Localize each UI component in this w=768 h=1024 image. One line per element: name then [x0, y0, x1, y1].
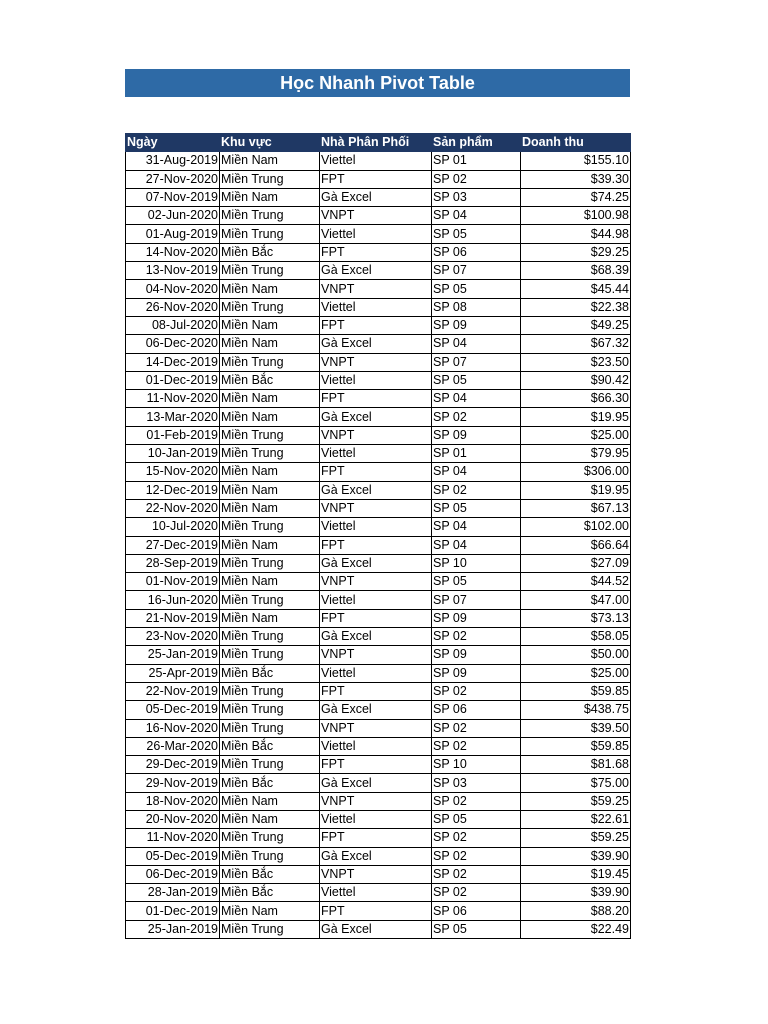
- cell-region[interactable]: Miền Trung: [220, 682, 320, 700]
- cell-date[interactable]: 16-Nov-2020: [126, 719, 220, 737]
- cell-revenue[interactable]: $23.50: [521, 353, 631, 371]
- cell-date[interactable]: 22-Nov-2020: [126, 499, 220, 517]
- cell-product[interactable]: SP 09: [432, 664, 521, 682]
- cell-product[interactable]: SP 07: [432, 262, 521, 280]
- cell-product[interactable]: SP 05: [432, 499, 521, 517]
- cell-product[interactable]: SP 04: [432, 518, 521, 536]
- cell-date[interactable]: 14-Nov-2020: [126, 243, 220, 261]
- cell-distributor[interactable]: FPT: [320, 536, 432, 554]
- cell-revenue[interactable]: $22.49: [521, 920, 631, 938]
- cell-date[interactable]: 21-Nov-2019: [126, 609, 220, 627]
- cell-product[interactable]: SP 06: [432, 902, 521, 920]
- cell-revenue[interactable]: $29.25: [521, 243, 631, 261]
- table-row: [126, 353, 631, 371]
- cell-region[interactable]: Miền Trung: [220, 829, 320, 847]
- cell-revenue[interactable]: $25.00: [521, 426, 631, 444]
- cell-date[interactable]: 05-Dec-2019: [126, 847, 220, 865]
- cell-region[interactable]: Miền Trung: [220, 298, 320, 316]
- cell-revenue[interactable]: $45.44: [521, 280, 631, 298]
- cell-region[interactable]: Miền Bắc: [220, 884, 320, 902]
- cell-region[interactable]: Miền Nam: [220, 573, 320, 591]
- cell-product[interactable]: SP 10: [432, 756, 521, 774]
- cell-distributor[interactable]: Gà Excel: [320, 847, 432, 865]
- cell-distributor[interactable]: FPT: [320, 390, 432, 408]
- cell-date[interactable]: 26-Mar-2020: [126, 737, 220, 755]
- cell-revenue[interactable]: $49.25: [521, 316, 631, 334]
- cell-revenue[interactable]: $100.98: [521, 207, 631, 225]
- cell-product[interactable]: SP 10: [432, 554, 521, 572]
- cell-product[interactable]: SP 02: [432, 481, 521, 499]
- cell-product[interactable]: SP 05: [432, 280, 521, 298]
- cell-revenue[interactable]: $73.13: [521, 609, 631, 627]
- cell-date[interactable]: 02-Jun-2020: [126, 207, 220, 225]
- cell-revenue[interactable]: $59.85: [521, 737, 631, 755]
- cell-revenue[interactable]: $74.25: [521, 188, 631, 206]
- cell-revenue[interactable]: $79.95: [521, 445, 631, 463]
- cell-revenue[interactable]: $102.00: [521, 518, 631, 536]
- cell-region[interactable]: Miền Nam: [220, 902, 320, 920]
- table-row: [126, 481, 631, 499]
- cell-region[interactable]: Miền Nam: [220, 609, 320, 627]
- cell-region[interactable]: Miền Trung: [220, 426, 320, 444]
- cell-region[interactable]: Miền Trung: [220, 170, 320, 188]
- cell-date[interactable]: 11-Nov-2020: [126, 829, 220, 847]
- cell-date[interactable]: 12-Dec-2019: [126, 481, 220, 499]
- table-row: [126, 664, 631, 682]
- cell-product[interactable]: SP 06: [432, 701, 521, 719]
- table-row: [126, 298, 631, 316]
- cell-region[interactable]: Miền Nam: [220, 408, 320, 426]
- cell-region[interactable]: Miền Nam: [220, 188, 320, 206]
- table-body: [126, 152, 631, 939]
- table-row: [126, 243, 631, 261]
- cell-region[interactable]: Miền Nam: [220, 810, 320, 828]
- cell-region[interactable]: Miền Trung: [220, 353, 320, 371]
- table-row: [126, 445, 631, 463]
- cell-date[interactable]: 16-Jun-2020: [126, 591, 220, 609]
- cell-revenue[interactable]: $44.98: [521, 225, 631, 243]
- cell-distributor[interactable]: FPT: [320, 756, 432, 774]
- cell-revenue[interactable]: $39.90: [521, 847, 631, 865]
- cell-region[interactable]: Miền Nam: [220, 316, 320, 334]
- table-row: [126, 682, 631, 700]
- cell-product[interactable]: SP 02: [432, 847, 521, 865]
- cell-distributor[interactable]: Gà Excel: [320, 774, 432, 792]
- cell-distributor[interactable]: VNPT: [320, 646, 432, 664]
- cell-region[interactable]: Miền Nam: [220, 481, 320, 499]
- cell-product[interactable]: SP 07: [432, 591, 521, 609]
- cell-distributor[interactable]: Viettel: [320, 152, 432, 170]
- cell-product[interactable]: SP 01: [432, 445, 521, 463]
- cell-product[interactable]: SP 02: [432, 737, 521, 755]
- cell-revenue[interactable]: $438.75: [521, 701, 631, 719]
- cell-region[interactable]: Miền Trung: [220, 225, 320, 243]
- cell-revenue[interactable]: $90.42: [521, 371, 631, 389]
- cell-product[interactable]: SP 01: [432, 152, 521, 170]
- cell-revenue[interactable]: $75.00: [521, 774, 631, 792]
- table-row: [126, 188, 631, 206]
- table-row: [126, 152, 631, 170]
- cell-product[interactable]: SP 06: [432, 243, 521, 261]
- cell-distributor[interactable]: FPT: [320, 463, 432, 481]
- cell-date[interactable]: 01-Dec-2019: [126, 902, 220, 920]
- cell-revenue[interactable]: $67.13: [521, 499, 631, 517]
- table-row: [126, 170, 631, 188]
- cell-distributor[interactable]: FPT: [320, 682, 432, 700]
- cell-region[interactable]: Miền Trung: [220, 701, 320, 719]
- cell-region[interactable]: Miền Nam: [220, 280, 320, 298]
- cell-revenue[interactable]: $67.32: [521, 335, 631, 353]
- cell-distributor[interactable]: VNPT: [320, 426, 432, 444]
- cell-date[interactable]: 22-Nov-2019: [126, 682, 220, 700]
- cell-date[interactable]: 27-Nov-2020: [126, 170, 220, 188]
- cell-product[interactable]: SP 02: [432, 829, 521, 847]
- table-row: [126, 719, 631, 737]
- cell-distributor[interactable]: FPT: [320, 829, 432, 847]
- cell-revenue[interactable]: $22.38: [521, 298, 631, 316]
- table-row: [126, 262, 631, 280]
- cell-date[interactable]: 29-Nov-2019: [126, 774, 220, 792]
- cell-distributor[interactable]: FPT: [320, 170, 432, 188]
- cell-distributor[interactable]: VNPT: [320, 499, 432, 517]
- cell-distributor[interactable]: Gà Excel: [320, 262, 432, 280]
- cell-distributor[interactable]: Gà Excel: [320, 188, 432, 206]
- cell-date[interactable]: 01-Feb-2019: [126, 426, 220, 444]
- cell-product[interactable]: SP 02: [432, 170, 521, 188]
- cell-distributor[interactable]: VNPT: [320, 865, 432, 883]
- table-row: [126, 207, 631, 225]
- cell-revenue[interactable]: $25.00: [521, 664, 631, 682]
- table-row: [126, 335, 631, 353]
- cell-revenue[interactable]: $39.50: [521, 719, 631, 737]
- table-row: [126, 829, 631, 847]
- column-header-distributor[interactable]: Nhà Phân Phối: [320, 134, 432, 152]
- cell-region[interactable]: Miền Nam: [220, 463, 320, 481]
- cell-distributor[interactable]: Viettel: [320, 371, 432, 389]
- cell-date[interactable]: 13-Nov-2019: [126, 262, 220, 280]
- cell-revenue[interactable]: $50.00: [521, 646, 631, 664]
- cell-product[interactable]: SP 09: [432, 426, 521, 444]
- table-row: [126, 609, 631, 627]
- table-row: [126, 463, 631, 481]
- cell-distributor[interactable]: VNPT: [320, 719, 432, 737]
- cell-distributor[interactable]: VNPT: [320, 353, 432, 371]
- cell-date[interactable]: 26-Nov-2020: [126, 298, 220, 316]
- column-header-region[interactable]: Khu vực: [220, 134, 320, 152]
- table-row: [126, 371, 631, 389]
- cell-distributor[interactable]: VNPT: [320, 207, 432, 225]
- cell-region[interactable]: Miền Nam: [220, 536, 320, 554]
- cell-product[interactable]: SP 04: [432, 390, 521, 408]
- table-row: [126, 737, 631, 755]
- cell-date[interactable]: 14-Dec-2019: [126, 353, 220, 371]
- cell-date[interactable]: 08-Jul-2020: [126, 316, 220, 334]
- cell-region[interactable]: Miền Bắc: [220, 243, 320, 261]
- table-row: [126, 426, 631, 444]
- cell-distributor[interactable]: Viettel: [320, 664, 432, 682]
- cell-region[interactable]: Miền Trung: [220, 756, 320, 774]
- table-row: [126, 591, 631, 609]
- cell-distributor[interactable]: Gà Excel: [320, 481, 432, 499]
- cell-date[interactable]: 27-Dec-2019: [126, 536, 220, 554]
- cell-revenue[interactable]: $59.25: [521, 792, 631, 810]
- cell-region[interactable]: Miền Nam: [220, 152, 320, 170]
- cell-date[interactable]: 11-Nov-2020: [126, 390, 220, 408]
- cell-distributor[interactable]: Viettel: [320, 445, 432, 463]
- cell-region[interactable]: Miền Nam: [220, 499, 320, 517]
- cell-region[interactable]: Miền Trung: [220, 262, 320, 280]
- cell-product[interactable]: SP 05: [432, 371, 521, 389]
- cell-distributor[interactable]: Viettel: [320, 298, 432, 316]
- cell-region[interactable]: Miền Bắc: [220, 371, 320, 389]
- column-header-date[interactable]: Ngày: [126, 134, 220, 152]
- cell-product[interactable]: SP 05: [432, 810, 521, 828]
- table-row: [126, 225, 631, 243]
- table-row: [126, 646, 631, 664]
- cell-product[interactable]: SP 05: [432, 573, 521, 591]
- cell-date[interactable]: 01-Dec-2019: [126, 371, 220, 389]
- cell-region[interactable]: Miền Trung: [220, 628, 320, 646]
- cell-revenue[interactable]: $59.25: [521, 829, 631, 847]
- cell-date[interactable]: 25-Apr-2019: [126, 664, 220, 682]
- table-row: [126, 847, 631, 865]
- data-table: [125, 133, 631, 939]
- cell-product[interactable]: SP 05: [432, 225, 521, 243]
- cell-revenue[interactable]: $88.20: [521, 902, 631, 920]
- cell-distributor[interactable]: Gà Excel: [320, 920, 432, 938]
- cell-date[interactable]: 28-Sep-2019: [126, 554, 220, 572]
- cell-product[interactable]: SP 02: [432, 719, 521, 737]
- table-row: [126, 280, 631, 298]
- cell-date[interactable]: 18-Nov-2020: [126, 792, 220, 810]
- cell-distributor[interactable]: Viettel: [320, 884, 432, 902]
- cell-date[interactable]: 29-Dec-2019: [126, 756, 220, 774]
- column-header-product[interactable]: Sản phẩm: [432, 134, 521, 152]
- cell-region[interactable]: Miền Trung: [220, 920, 320, 938]
- cell-date[interactable]: 01-Aug-2019: [126, 225, 220, 243]
- cell-distributor[interactable]: VNPT: [320, 280, 432, 298]
- cell-product[interactable]: SP 08: [432, 298, 521, 316]
- column-header-revenue[interactable]: Doanh thu: [521, 134, 631, 152]
- cell-region[interactable]: Miền Bắc: [220, 737, 320, 755]
- cell-revenue[interactable]: $19.45: [521, 865, 631, 883]
- cell-region[interactable]: Miền Nam: [220, 390, 320, 408]
- cell-revenue[interactable]: $58.05: [521, 628, 631, 646]
- cell-region[interactable]: Miền Trung: [220, 847, 320, 865]
- cell-product[interactable]: SP 02: [432, 884, 521, 902]
- cell-product[interactable]: SP 02: [432, 792, 521, 810]
- cell-distributor[interactable]: FPT: [320, 609, 432, 627]
- sheet-title: Học Nhanh Pivot Table: [125, 69, 630, 97]
- cell-distributor[interactable]: FPT: [320, 316, 432, 334]
- table-row: [126, 810, 631, 828]
- cell-date[interactable]: 23-Nov-2020: [126, 628, 220, 646]
- cell-date[interactable]: 31-Aug-2019: [126, 152, 220, 170]
- cell-revenue[interactable]: $66.30: [521, 390, 631, 408]
- cell-date[interactable]: 28-Jan-2019: [126, 884, 220, 902]
- cell-distributor[interactable]: Viettel: [320, 737, 432, 755]
- cell-date[interactable]: 07-Nov-2019: [126, 188, 220, 206]
- cell-product[interactable]: SP 04: [432, 463, 521, 481]
- cell-distributor[interactable]: Gà Excel: [320, 628, 432, 646]
- cell-date[interactable]: 15-Nov-2020: [126, 463, 220, 481]
- cell-revenue[interactable]: $22.61: [521, 810, 631, 828]
- cell-distributor[interactable]: Gà Excel: [320, 408, 432, 426]
- cell-revenue[interactable]: $155.10: [521, 152, 631, 170]
- cell-region[interactable]: Miền Bắc: [220, 774, 320, 792]
- cell-product[interactable]: SP 09: [432, 646, 521, 664]
- table-row: [126, 390, 631, 408]
- cell-revenue[interactable]: $59.85: [521, 682, 631, 700]
- table-row: [126, 518, 631, 536]
- cell-distributor[interactable]: Viettel: [320, 810, 432, 828]
- cell-region[interactable]: Miền Trung: [220, 591, 320, 609]
- cell-date[interactable]: 25-Jan-2019: [126, 920, 220, 938]
- cell-region[interactable]: Miền Bắc: [220, 865, 320, 883]
- cell-distributor[interactable]: Gà Excel: [320, 554, 432, 572]
- cell-date[interactable]: 06-Dec-2019: [126, 865, 220, 883]
- cell-date[interactable]: 04-Nov-2020: [126, 280, 220, 298]
- cell-date[interactable]: 20-Nov-2020: [126, 810, 220, 828]
- cell-distributor[interactable]: FPT: [320, 902, 432, 920]
- cell-region[interactable]: Miền Nam: [220, 335, 320, 353]
- cell-distributor[interactable]: Viettel: [320, 591, 432, 609]
- cell-distributor[interactable]: Viettel: [320, 225, 432, 243]
- cell-product[interactable]: SP 07: [432, 353, 521, 371]
- cell-product[interactable]: SP 04: [432, 335, 521, 353]
- cell-revenue[interactable]: $27.09: [521, 554, 631, 572]
- table-row: [126, 792, 631, 810]
- cell-distributor[interactable]: Gà Excel: [320, 335, 432, 353]
- header-row: [126, 134, 631, 152]
- table-row: [126, 499, 631, 517]
- cell-distributor[interactable]: VNPT: [320, 573, 432, 591]
- table-row: [126, 774, 631, 792]
- cell-region[interactable]: Miền Trung: [220, 719, 320, 737]
- cell-product[interactable]: SP 03: [432, 774, 521, 792]
- cell-region[interactable]: Miền Bắc: [220, 664, 320, 682]
- cell-revenue[interactable]: $19.95: [521, 481, 631, 499]
- table-row: [126, 536, 631, 554]
- cell-date[interactable]: 06-Dec-2020: [126, 335, 220, 353]
- cell-revenue[interactable]: $39.30: [521, 170, 631, 188]
- cell-revenue[interactable]: $306.00: [521, 463, 631, 481]
- table-row: [126, 884, 631, 902]
- cell-product[interactable]: SP 04: [432, 536, 521, 554]
- table-row: [126, 628, 631, 646]
- table-row: [126, 408, 631, 426]
- table-row: [126, 554, 631, 572]
- cell-region[interactable]: Miền Trung: [220, 445, 320, 463]
- cell-product[interactable]: SP 02: [432, 408, 521, 426]
- cell-revenue[interactable]: $68.39: [521, 262, 631, 280]
- cell-product[interactable]: SP 09: [432, 609, 521, 627]
- cell-date[interactable]: 10-Jan-2019: [126, 445, 220, 463]
- cell-revenue[interactable]: $47.00: [521, 591, 631, 609]
- table-row: [126, 865, 631, 883]
- cell-revenue[interactable]: $81.68: [521, 756, 631, 774]
- cell-distributor[interactable]: Viettel: [320, 518, 432, 536]
- cell-product[interactable]: SP 03: [432, 188, 521, 206]
- cell-distributor[interactable]: VNPT: [320, 792, 432, 810]
- cell-revenue[interactable]: $44.52: [521, 573, 631, 591]
- table-row: [126, 920, 631, 938]
- cell-date[interactable]: 05-Dec-2019: [126, 701, 220, 719]
- cell-product[interactable]: SP 05: [432, 920, 521, 938]
- table-row: [126, 701, 631, 719]
- cell-date[interactable]: 25-Jan-2019: [126, 646, 220, 664]
- cell-date[interactable]: 01-Nov-2019: [126, 573, 220, 591]
- cell-revenue[interactable]: $39.90: [521, 884, 631, 902]
- cell-region[interactable]: Miền Nam: [220, 792, 320, 810]
- table-row: [126, 316, 631, 334]
- cell-region[interactable]: Miền Trung: [220, 518, 320, 536]
- table-row: [126, 573, 631, 591]
- cell-product[interactable]: SP 09: [432, 316, 521, 334]
- cell-date[interactable]: 10-Jul-2020: [126, 518, 220, 536]
- cell-revenue[interactable]: $66.64: [521, 536, 631, 554]
- cell-product[interactable]: SP 02: [432, 628, 521, 646]
- cell-region[interactable]: Miền Trung: [220, 646, 320, 664]
- cell-product[interactable]: SP 04: [432, 207, 521, 225]
- cell-region[interactable]: Miền Trung: [220, 207, 320, 225]
- cell-distributor[interactable]: FPT: [320, 243, 432, 261]
- cell-region[interactable]: Miền Trung: [220, 554, 320, 572]
- cell-product[interactable]: SP 02: [432, 682, 521, 700]
- cell-distributor[interactable]: Gà Excel: [320, 701, 432, 719]
- table-row: [126, 902, 631, 920]
- cell-date[interactable]: 13-Mar-2020: [126, 408, 220, 426]
- cell-revenue[interactable]: $19.95: [521, 408, 631, 426]
- cell-product[interactable]: SP 02: [432, 865, 521, 883]
- table-row: [126, 756, 631, 774]
